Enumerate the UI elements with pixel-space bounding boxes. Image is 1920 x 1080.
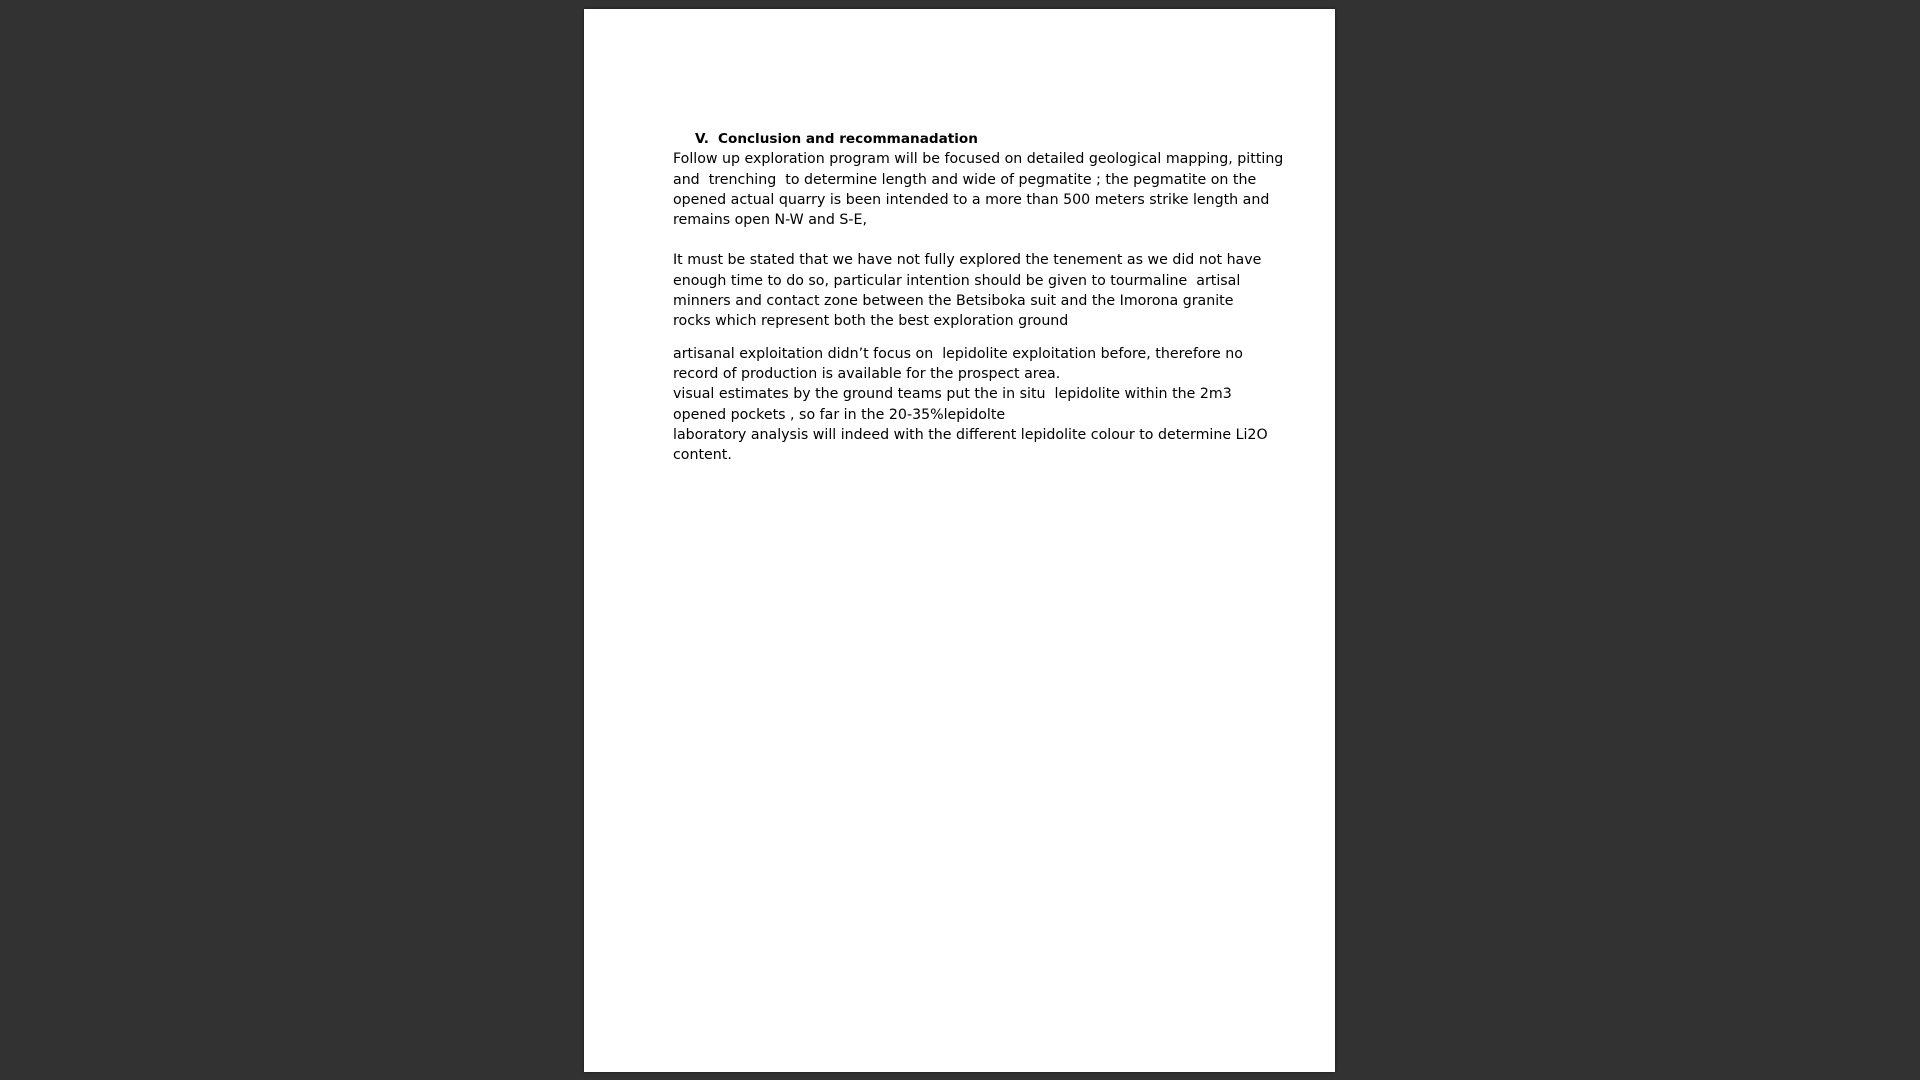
page-content — [673, 129, 1284, 465]
paragraph-tenement — [673, 250, 1273, 331]
text-line: visual estimates by the ground teams put the in situ lepidolite within the 2m3 — [673, 386, 1232, 403]
paragraph-spacer — [673, 230, 1273, 250]
text-line: artisanal exploitation didn’t focus on lepidolite exploitation before, therefore no — [673, 345, 1243, 362]
text-line: rocks which represent both the best exploration ground — [673, 313, 1069, 330]
document-page — [584, 9, 1335, 1072]
text-line: minners and contact zone between the Betsiboka suit and the Imorona granite — [673, 293, 1234, 310]
text-line: opened actual quarry is been intended to a more than 500 meters strike length and — [673, 191, 1270, 208]
text-line: laboratory analysis will indeed with the different lepidolite colour to determine Li2O — [673, 426, 1268, 443]
text-line: Follow up exploration program will be focused on detailed geological mapping, pitting — [673, 151, 1284, 168]
text-line: record of production is available for the prospect area. — [673, 365, 1061, 382]
paragraph-lepidolite — [673, 344, 1273, 466]
text-line: and trenching to determine length and wide of pegmatite ; the pegmatite on the — [673, 171, 1257, 188]
text-line: remains open N-W and S-E, — [673, 212, 868, 229]
text-line: It must be stated that we have not fully explored the tenement as we did not have — [673, 252, 1262, 269]
section-number: V. — [695, 131, 709, 147]
text-line: enough time to do so, particular intention should be given to tourmaline artisal — [673, 272, 1241, 289]
text-line: opened pockets , so far in the 20-35%lepidolte — [673, 406, 1006, 423]
text-line: content. — [673, 447, 732, 464]
section-title: Conclusion and recommanadation — [718, 131, 978, 147]
paragraph-follow-up — [673, 149, 1284, 230]
paragraph-spacer — [673, 332, 1273, 344]
section-heading — [673, 129, 1273, 149]
